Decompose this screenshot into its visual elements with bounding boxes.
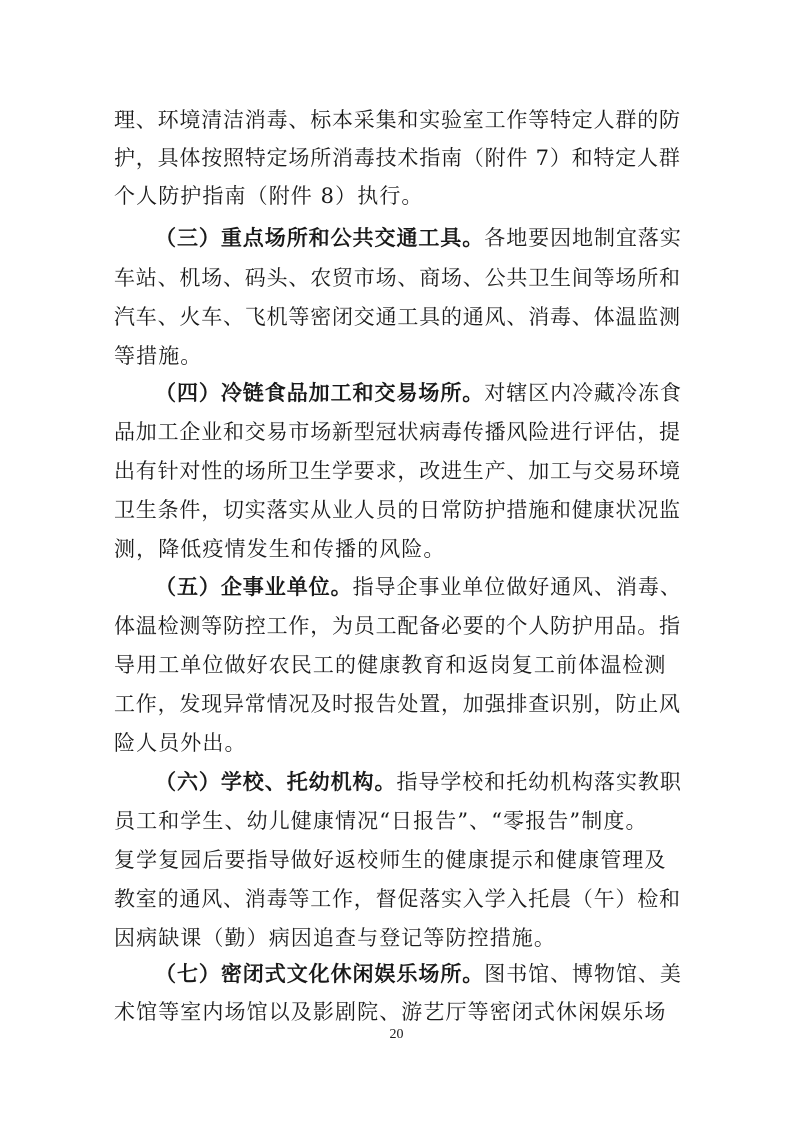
section-heading-line — [155, 957, 684, 991]
body-line — [114, 339, 684, 373]
line-text: 汽车、火车、飞机等密闭交通工具的通风、消毒、体温监测 — [114, 305, 681, 329]
line-text: 卫生条件，切实落实从业人员的日常防护措施和健康状况监 — [114, 498, 681, 522]
line-text: 员工和学生、幼儿健康情况“日报告”、“零报告”制度。 — [114, 809, 648, 833]
body-line — [114, 141, 684, 175]
body-line — [114, 882, 684, 916]
line-text: 测，降低疫情发生和传播的风险。 — [114, 537, 446, 561]
line-text: 术馆等室内场馆以及影剧院、游艺厅等密闭式休闲娱乐场 — [114, 1000, 667, 1024]
section-heading-line — [155, 376, 684, 410]
body-line — [114, 648, 684, 682]
line-text: 体温检测等防控工作，为员工配备必要的个人防护用品。指 — [114, 614, 681, 638]
body-line — [114, 804, 684, 838]
body-line — [114, 687, 684, 721]
line-text: 对辖区内冷藏冷冻食 — [484, 381, 682, 405]
body-line — [114, 921, 684, 955]
body-line — [114, 843, 684, 877]
line-text: 护，具体按照特定场所消毒技术指南（附件 7）和特定人群 — [114, 146, 681, 170]
line-text: 复学复园后要指导做好返校师生的健康提示和健康管理及 — [114, 848, 667, 872]
line-text: 指导学校和托幼机构落实教职 — [396, 770, 682, 794]
body-line — [114, 995, 684, 1029]
line-text: 品加工企业和交易市场新型冠状病毒传播风险进行评估，提 — [114, 420, 681, 444]
line-text: 工作，发现异常情况及时报告处置，加强排查识别，防止风 — [114, 692, 681, 716]
body-line — [114, 532, 684, 566]
section-heading: （五）企事业单位。 — [155, 575, 353, 599]
line-text: 图书馆、博物馆、美 — [484, 962, 682, 986]
line-text: 各地要因地制宜落实 — [484, 226, 682, 250]
body-line — [114, 179, 684, 213]
body-line — [114, 103, 684, 137]
section-heading-line — [155, 221, 684, 255]
line-text: 险人员外出。 — [114, 731, 247, 755]
body-line — [114, 300, 684, 334]
body-line — [114, 726, 684, 760]
line-text: 指导企事业单位做好通风、消毒、 — [352, 575, 682, 599]
section-heading: （七）密闭式文化休闲娱乐场所。 — [155, 962, 485, 986]
line-text: 等措施。 — [114, 344, 203, 368]
line-text: 出有针对性的场所卫生学要求，改进生产、加工与交易环境 — [114, 459, 681, 483]
line-text: 教室的通风、消毒等工作，督促落实入学入托晨（午）检和 — [114, 887, 681, 911]
line-text: 导用工单位做好农民工的健康教育和返岗复工前体温检测 — [114, 653, 667, 677]
body-line — [114, 261, 684, 295]
section-heading: （三）重点场所和公共交通工具。 — [155, 226, 485, 250]
line-text: 车站、机场、码头、农贸市场、商场、公共卫生间等场所和 — [114, 266, 681, 290]
section-heading-line — [155, 765, 684, 799]
line-text: 理、环境清洁消毒、标本采集和实验室工作等特定人群的防 — [114, 108, 681, 132]
body-line — [114, 415, 684, 449]
section-heading: （四）冷链食品加工和交易场所。 — [155, 381, 485, 405]
section-heading: （六）学校、托幼机构。 — [155, 770, 397, 794]
body-line — [114, 493, 684, 527]
line-text: 个人防护指南（附件 8）执行。 — [114, 184, 424, 208]
body-line — [114, 454, 684, 488]
page-number: 20 — [389, 1027, 404, 1042]
section-heading-line — [155, 570, 684, 604]
line-text: 因病缺课（勤）病因追查与登记等防控措施。 — [114, 926, 556, 950]
body-line — [114, 609, 684, 643]
